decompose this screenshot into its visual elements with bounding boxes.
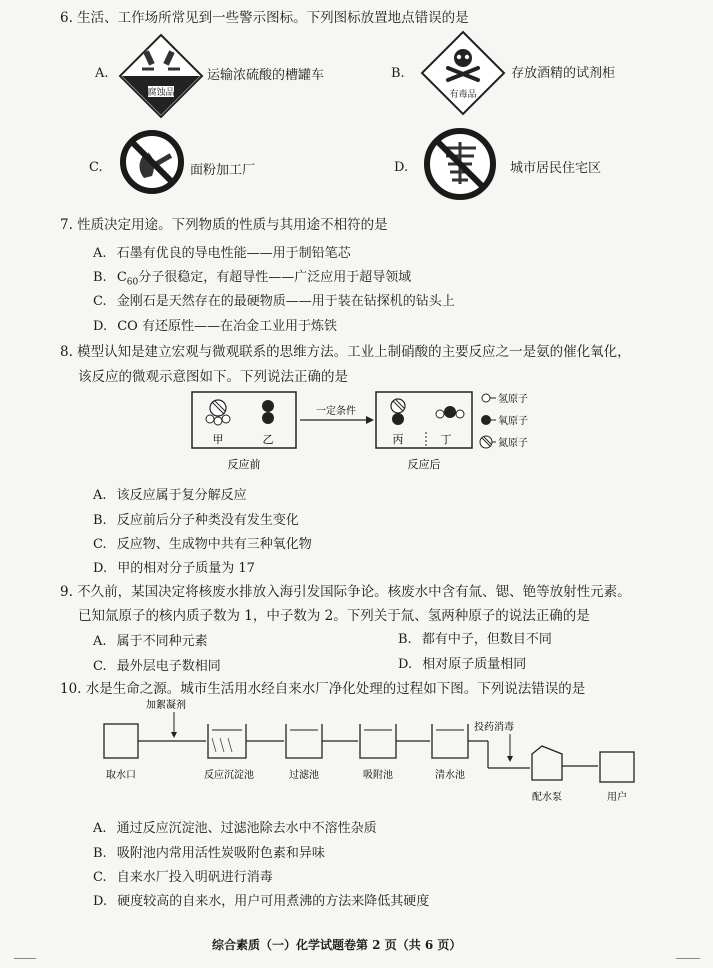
q10-water-treatment-diagram xyxy=(96,696,676,816)
stage-filter: 过滤池 xyxy=(289,770,319,781)
label-bing: 丙 xyxy=(392,433,404,446)
crop-mark-right xyxy=(676,958,700,959)
toxic-warning-icon xyxy=(420,30,506,116)
q8-stem-line1: 8. 模型认知是建立宏观与微观联系的思维方法。工业上制硝酸的主要反应之一是氨的催化氧化， xyxy=(60,344,631,360)
arrow-condition: 一定条件 xyxy=(316,406,356,417)
q6-option-d-letter: D. xyxy=(394,160,409,175)
q10-option-a: A. 通过反应沉淀池、过滤池除去水中不溶性杂质 xyxy=(93,821,377,836)
q6-option-a-text: 运输浓硫酸的槽罐车 xyxy=(207,68,325,83)
legend-oxygen xyxy=(481,414,528,427)
label-yi: 乙 xyxy=(262,433,274,446)
q10-option-b: B. 吸附池内常用活性炭吸附色素和异味 xyxy=(93,846,325,861)
label-after: 反应后 xyxy=(407,458,441,471)
q9-option-a: A. 属于不同种元素 xyxy=(93,634,208,649)
no-fireworks-icon xyxy=(422,126,498,202)
q7-option-d-letter: D. xyxy=(93,319,108,334)
pump-shape xyxy=(532,746,562,780)
q7-option-b-text: 分子很稳定，有超导性——广泛应用于超导领域 xyxy=(138,270,412,285)
q9-option-b: B. 都有中子，但数目不同 xyxy=(398,632,552,647)
q8-stem-line2: 该反应的微观示意图如下。下列说法正确的是 xyxy=(78,369,348,385)
filter-tank xyxy=(286,724,322,758)
coagulant-label: 加絮凝剂 xyxy=(146,700,186,711)
crop-mark-left xyxy=(14,958,36,959)
corrosive-icon-label: 腐蚀品 xyxy=(147,88,175,98)
q7-option-c xyxy=(93,290,455,309)
q7-option-b-formula: C xyxy=(116,270,127,285)
user-box xyxy=(600,752,634,782)
q6-option-b-text: 存放酒精的试剂柜 xyxy=(511,66,616,81)
q6-option-c-letter: C. xyxy=(89,160,103,175)
corrosive-warning-icon xyxy=(118,33,204,119)
nitric-oxide-molecule xyxy=(391,399,405,425)
q7-option-b-subscript: 60 xyxy=(126,277,139,288)
q7-option-d xyxy=(93,315,337,334)
q9-option-d: D. 相对原子质量相同 xyxy=(398,657,527,672)
q9-stem-line1: 9. 不久前，某国决定将核废水排放入海引发国际争论。核废水中含有氚、锶、铯等放射性元素。 xyxy=(60,584,631,600)
sedimentation-tank xyxy=(208,724,246,758)
svg-text:氢原子: 氢原子 xyxy=(498,394,528,405)
oxygen-molecule xyxy=(262,400,274,424)
q10-option-d: D. 硬度较高的自来水，用户可用煮沸的方法来降低其硬度 xyxy=(93,894,430,909)
q8-option-b: B. 反应前后分子种类没有发生变化 xyxy=(93,513,299,528)
stage-adsorption: 吸附池 xyxy=(363,770,393,781)
svg-text:氮原子: 氮原子 xyxy=(498,438,528,449)
q7-option-d-text: CO 有还原性——在冶金工业用于炼铁 xyxy=(117,319,337,334)
q7-option-b-letter: B. xyxy=(93,270,107,285)
stage-user: 用户 xyxy=(607,792,627,803)
q6-option-c-text: 面粉加工厂 xyxy=(190,163,256,178)
q6-stem: 6. 生活、工作场所常见到一些警示图标。下列图标放置地点错误的是 xyxy=(60,10,469,26)
q7-option-c-letter: C. xyxy=(93,294,107,309)
label-jia: 甲 xyxy=(212,433,224,446)
toxic-icon-label: 有毒品 xyxy=(449,90,477,100)
ammonia-molecule xyxy=(206,400,230,425)
stage-sedimentation: 反应沉淀池 xyxy=(204,770,254,781)
no-fire-icon xyxy=(118,128,186,196)
q7-stem: 7. 性质决定用途。下列物质的性质与其用途不相符的是 xyxy=(60,217,388,233)
q8-reaction-diagram xyxy=(180,388,560,474)
legend-nitrogen xyxy=(480,436,528,449)
disinfect-label: 投药消毒 xyxy=(474,722,514,733)
svg-text:氧原子: 氧原子 xyxy=(498,416,528,427)
q9-option-c: C. 最外层电子数相同 xyxy=(93,659,221,674)
q10-stem: 10. 水是生命之源。城市生活用水经自来水厂净化处理的过程如下图。下列说法错误的是 xyxy=(60,681,586,697)
stage-pump: 配水泵 xyxy=(532,792,562,803)
q9-stem-line2: 已知氚原子的核内质子数为 1，中子数为 2。下列关于氚、氢两种原子的说法正确的是 xyxy=(78,608,590,624)
q8-option-d: D. 甲的相对分子质量为 17 xyxy=(93,561,255,576)
clear-water-tank xyxy=(432,724,468,758)
adsorption-tank xyxy=(360,724,396,758)
q7-option-a xyxy=(93,242,351,261)
label-before: 反应前 xyxy=(227,458,261,471)
q6-option-a-letter: A. xyxy=(95,66,109,81)
q10-option-c: C. 自来水厂投入明矾进行消毒 xyxy=(93,870,273,885)
products-box xyxy=(376,392,472,448)
q8-option-a: A. 该反应属于复分解反应 xyxy=(93,488,247,503)
stage-clear-water: 清水池 xyxy=(435,770,465,781)
page-footer: 综合素质（一）化学试题卷第 2 页（共 6 页） xyxy=(212,938,462,952)
legend-hydrogen xyxy=(482,392,528,405)
q8-option-c: C. 反应物、生成物中共有三种氧化物 xyxy=(93,537,312,552)
stage-intake: 取水口 xyxy=(106,770,136,781)
q7-option-a-letter: A. xyxy=(93,246,107,261)
q6-option-d-text: 城市居民住宅区 xyxy=(510,161,602,176)
q6-option-b-letter: B. xyxy=(391,66,405,81)
q7-option-b xyxy=(93,266,411,288)
intake-box xyxy=(104,724,138,758)
water-molecule xyxy=(436,406,464,418)
q7-option-a-text: 石墨有优良的导电性能——用于制铅笔芯 xyxy=(116,246,351,261)
label-ding: 丁 xyxy=(440,433,452,446)
q7-option-c-text: 金刚石是天然存在的最硬物质——用于装在钻探机的钻头上 xyxy=(116,294,455,309)
